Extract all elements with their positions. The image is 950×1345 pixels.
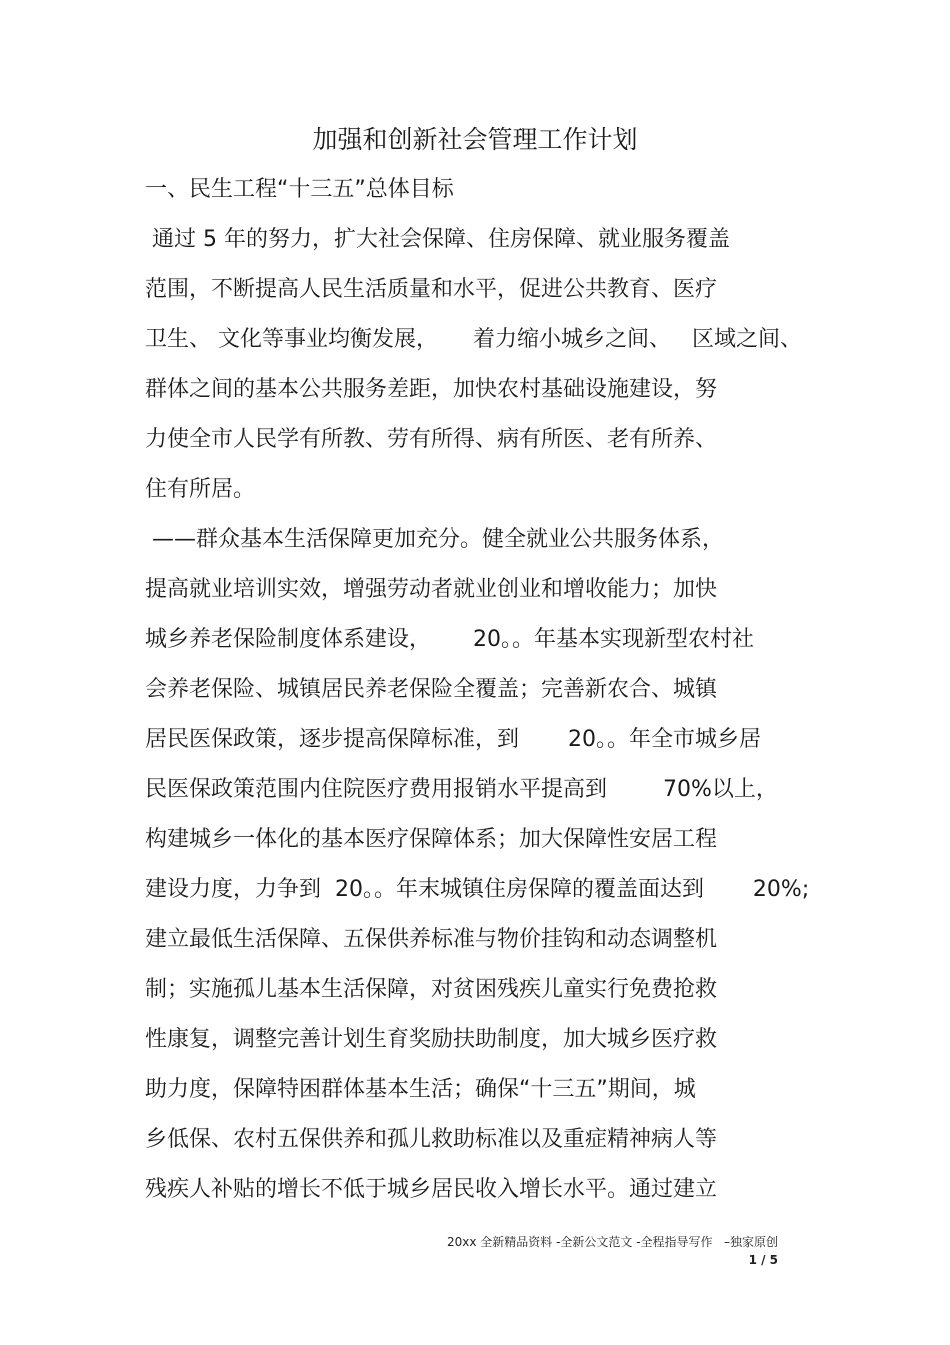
body-line: 范围，不断提高人民生活质量和水平，促进公共教育、医疗 xyxy=(145,277,718,302)
body-line: 群体之间的基本公共服务差距，加快农村基础设施建设，努 xyxy=(145,377,718,402)
body-line: 住有所居。 xyxy=(145,477,256,502)
page-footer: 20xx 全新精品资料 -全新公文范文 -全程指导写作 –独家原创 xyxy=(446,1235,778,1249)
body-line: ——群众基本生活保障更加充分。健全就业公共服务体系， xyxy=(145,527,724,552)
body-line: 制；实施孤儿基本生活保障，对贫困残疾儿童实行免费抢救 xyxy=(145,977,718,1002)
body-line: 建设力度，力争到 20。。年末城镇住房保障的覆盖面达到 20%; xyxy=(145,877,810,902)
body-line: 城乡养老保险制度体系建设， 20。。年基本实现新型农村社 xyxy=(145,627,754,652)
body-line: 构建城乡一体化的基本医疗保障体系；加大保障性安居工程 xyxy=(145,827,718,852)
body-line: 卫生、 文化等事业均衡发展， 着力缩小城乡之间、 区域之间、 xyxy=(145,327,802,352)
body-line: 性康复，调整完善计划生育奖励扶助制度，加大城乡医疗救 xyxy=(145,1027,718,1052)
body-line: 民医保政策范围内住院医疗费用报销水平提高到 70%以上， xyxy=(145,777,778,802)
body-line: 助力度，保障特困群体基本生活；确保“十三五”期间，城 xyxy=(145,1077,696,1102)
body-line: 会养老保险、城镇居民养老保险全覆盖；完善新农合、城镇 xyxy=(145,677,718,702)
body-line: 居民医保政策，逐步提高保障标准，到 20。。年全市城乡居 xyxy=(145,727,761,752)
body-line: 力使全市人民学有所教、劳有所得、病有所医、老有所养、 xyxy=(145,427,718,452)
document-title: 加强和创新社会管理工作计划 xyxy=(312,125,638,154)
body-line: 残疾人补贴的增长不低于城乡居民收入增长水平。通过建立 xyxy=(145,1177,718,1202)
body-line: 通过 5 年的努力，扩大社会保障、住房保障、就业服务覆盖 xyxy=(145,227,730,252)
body-line: 乡低保、农村五保供养和孤儿救助标准以及重症精神病人等 xyxy=(145,1127,718,1152)
body-line: 提高就业培训实效，增强劳动者就业创业和增收能力；加快 xyxy=(145,577,718,602)
page-number: 1 / 5 xyxy=(748,1253,778,1267)
body-line: 建立最低生活保障、五保供养标准与物价挂钩和动态调整机 xyxy=(145,927,718,952)
section-heading: 一、民生工程“十三五”总体目标 xyxy=(145,177,454,202)
